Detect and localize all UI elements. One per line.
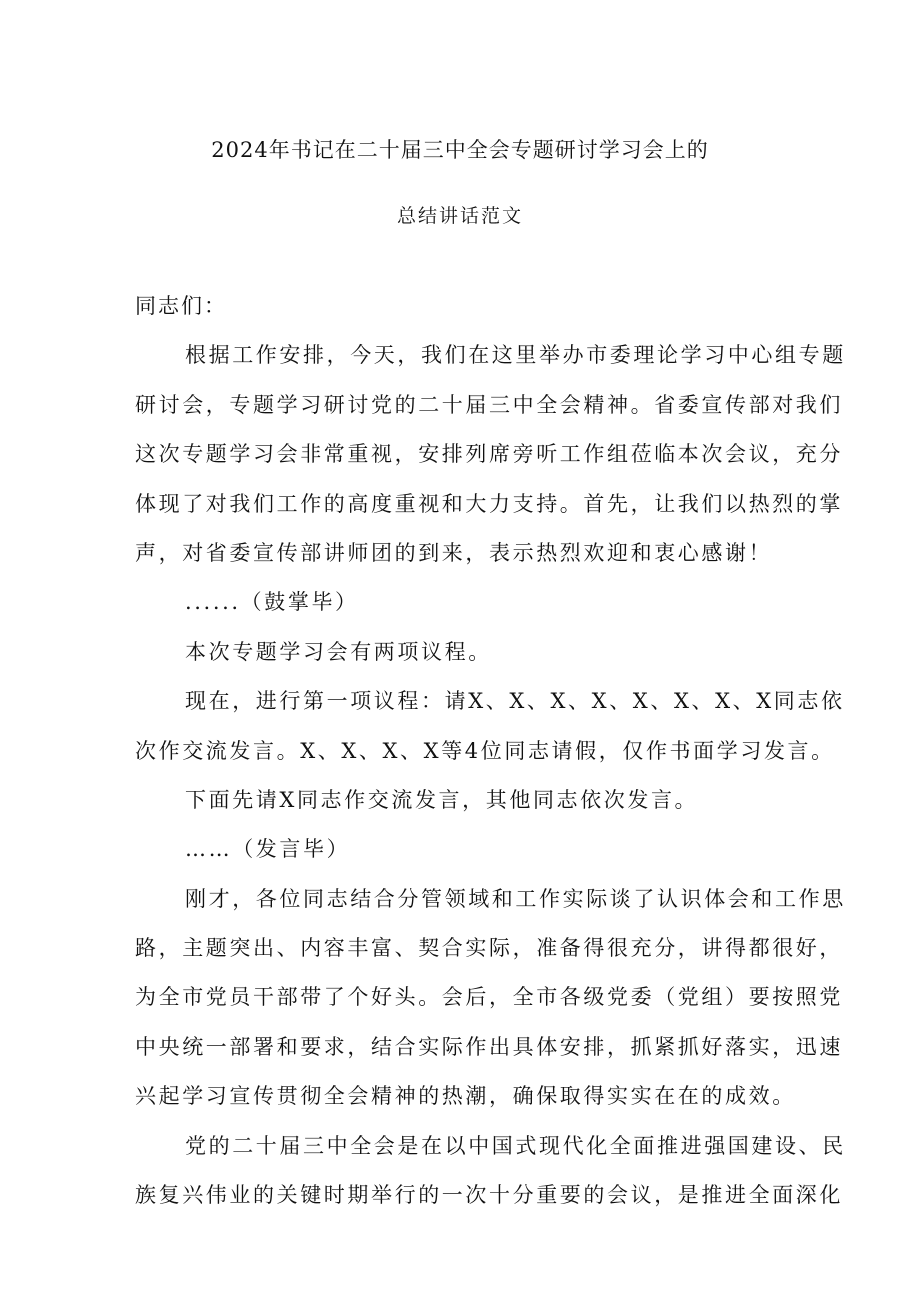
- text-line: 为全市党员干部带了个好头。会后，全市各级党委（党组）要按照党: [135, 985, 843, 1010]
- salutation: 同志们：: [135, 294, 227, 318]
- text-line: 中央统一部署和要求，结合实际作出具体安排，抓紧抓好落实，迅速: [135, 1034, 843, 1059]
- text-line: 刚才，各位同志结合分管领域和工作实际谈了认识体会和工作思: [185, 886, 846, 911]
- text-line: 次作交流发言。X、X、X、X等4位同志请假，仅作书面学习发言。: [135, 738, 835, 763]
- text-line: 兴起学习宣传贯彻全会精神的热潮，确保取得实实在在的成效。: [135, 1084, 796, 1109]
- document-title-line-2: 总结讲话范文: [396, 205, 523, 227]
- document-title-line-1: 2024年书记在二十届三中全会专题研讨学习会上的: [211, 138, 709, 162]
- text-line: ……（发言毕）: [185, 837, 351, 862]
- text-line: 研讨会，专题学习研讨党的二十届三中全会精神。省委宣传部对我们: [135, 392, 843, 417]
- text-line: 本次专题学习会有两项议程。: [185, 639, 492, 664]
- text-line: 党的二十届三中全会是在以中国式现代化全面推进强国建设、民: [185, 1133, 846, 1158]
- text-line: 下面先请X同志作交流发言，其他同志依次发言。: [185, 787, 699, 812]
- text-line: 声，对省委宣传部讲师团的到来，表示热烈欢迎和衷心感谢！: [135, 540, 773, 565]
- text-line: 路，主题突出、内容丰富、契合实际，准备得很充分，讲得都很好，: [135, 936, 843, 961]
- text-line: 体现了对我们工作的高度重视和大力支持。首先，让我们以热烈的掌: [135, 491, 843, 516]
- text-line: 这次专题学习会非常重视，安排列席旁听工作组莅临本次会议，充分: [135, 442, 843, 467]
- text-line: 根据工作安排，今天，我们在这里举办市委理论学习中心组专题: [185, 343, 846, 368]
- text-line: 现在，进行第一项议程：请X、X、X、X、X、X、X、X同志依: [185, 689, 845, 714]
- text-line: ......（鼓掌毕）: [185, 590, 359, 615]
- document-body: [135, 282, 846, 1220]
- text-line: 族复兴伟业的关键时期举行的一次十分重要的会议，是推进全面深化: [135, 1183, 843, 1208]
